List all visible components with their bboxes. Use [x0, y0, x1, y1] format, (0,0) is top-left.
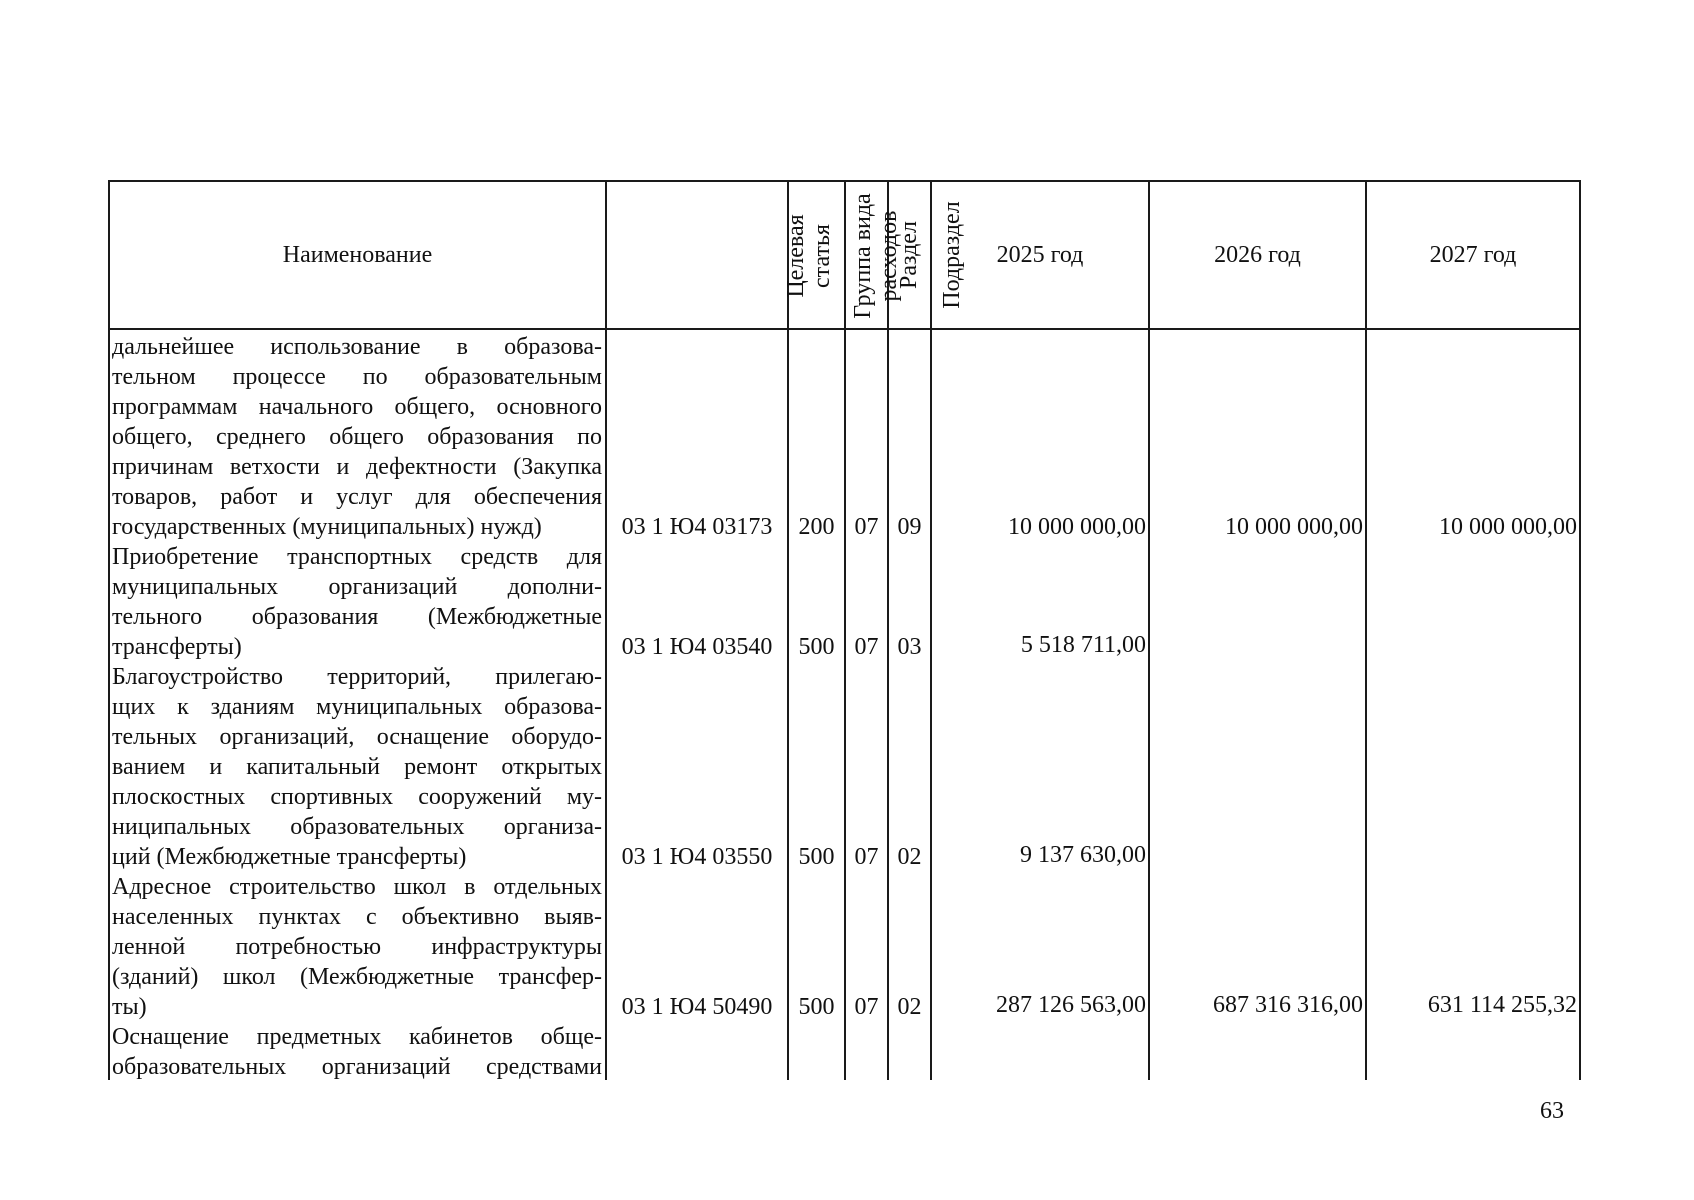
row-target: 03 1 Ю4 03550	[621, 844, 773, 870]
header-target-line-2: статья	[809, 224, 835, 288]
header-name-label: Наименование	[282, 242, 433, 268]
row-name-line: тельных организаций, оснащение оборудо-	[112, 724, 602, 750]
row-name-line: товаров, работ и услуг для обеспечения	[112, 484, 602, 510]
row-2025: 10 000 000,00	[1008, 514, 1146, 540]
row-name-line: Благоустройство территорий, прилегаю-	[112, 664, 602, 690]
row-2027: 10 000 000,00	[1439, 514, 1577, 540]
row-name-line: тельном процессе по образовательным	[112, 364, 602, 390]
row-subsection: 02	[897, 844, 922, 870]
header-section-text: Раздел	[896, 221, 922, 289]
col-border-right	[1579, 180, 1581, 1080]
row-section: 07	[854, 514, 879, 540]
header-2026-label: 2026 год	[1214, 242, 1301, 268]
row-2027: 631 114 255,32	[1427, 992, 1577, 1018]
row-name-line: ниципальных образовательных организа-	[112, 814, 602, 840]
header-2025-label: 2025 год	[996, 242, 1084, 268]
row-name-line: муниципальных организаций дополни-	[112, 574, 602, 600]
header-section-label	[896, 195, 922, 315]
col-border-group	[844, 180, 846, 1080]
header-name	[110, 182, 605, 328]
header-2025	[932, 182, 1148, 328]
row-group: 500	[798, 844, 835, 870]
header-group-line-2: расходов	[876, 210, 902, 302]
row-name-line: Адресное строительство школ в отдельных	[112, 874, 602, 900]
table-row-name	[112, 1022, 602, 1082]
header-subsection-text: Подраздел	[939, 201, 965, 309]
row-name-line: государственных (муниципальных) нужд)	[112, 514, 542, 540]
row-name-line: образовательных организаций средствами	[112, 1054, 602, 1080]
row-2025: 9 137 630,00	[1020, 842, 1146, 868]
table-row-name	[112, 662, 602, 872]
page-number: 63	[1540, 1098, 1564, 1124]
row-2026: 687 316 316,00	[1213, 992, 1363, 1018]
header-group-line-1: Группа вида	[850, 193, 876, 319]
table-row-name	[112, 332, 602, 542]
row-name-line: ций (Межбюджетные трансферты)	[112, 844, 467, 870]
header-target-label	[783, 166, 835, 346]
row-group: 200	[798, 514, 835, 540]
row-name-line: щих к зданиям муниципальных образова-	[112, 694, 602, 720]
row-name-line: плоскостных спортивных сооружений му-	[112, 784, 602, 810]
row-name-line: (зданий) школ (Межбюджетные трансфер-	[112, 964, 602, 990]
header-2027-label: 2027 год	[1429, 242, 1517, 268]
row-name-line: дальнейшее использование в образова-	[112, 334, 602, 360]
row-name-line: Оснащение предметных кабинетов обще-	[112, 1024, 602, 1050]
row-subsection: 03	[897, 634, 922, 660]
row-name-line: ванием и капитальный ремонт открытых	[112, 754, 602, 780]
row-target: 03 1 Ю4 50490	[621, 994, 773, 1020]
row-2026: 10 000 000,00	[1225, 514, 1363, 540]
row-name-line: ты)	[112, 994, 147, 1020]
row-name-line: тельного образования (Межбюджетные	[112, 604, 602, 630]
col-border-name	[605, 180, 607, 1080]
row-group: 500	[798, 634, 835, 660]
row-group: 500	[798, 994, 835, 1020]
header-2026	[1150, 182, 1365, 328]
row-section: 07	[854, 994, 879, 1020]
table-row-name	[112, 872, 602, 1022]
header-target-line-1: Целевая	[783, 214, 809, 298]
row-2025: 287 126 563,00	[996, 992, 1146, 1018]
table-row-name	[112, 542, 602, 662]
row-name-line: причинам ветхости и дефектности (Закупка	[112, 454, 602, 480]
row-name-line: ленной потребностью инфраструктуры	[112, 934, 602, 960]
row-name-line: программам начального общего, основного	[112, 394, 602, 420]
row-target: 03 1 Ю4 03540	[621, 634, 773, 660]
row-name-line: трансферты)	[112, 634, 242, 660]
row-section: 07	[854, 844, 879, 870]
row-subsection: 09	[897, 514, 922, 540]
row-2025: 5 518 711,00	[1020, 632, 1146, 658]
row-name-line: общего, среднего общего образования по	[112, 424, 602, 450]
row-name-line: Приобретение транспортных средств для	[112, 544, 602, 570]
row-target: 03 1 Ю4 03173	[621, 514, 773, 540]
row-section: 07	[854, 634, 879, 660]
header-2027	[1367, 182, 1579, 328]
row-subsection: 02	[897, 994, 922, 1020]
header-group-label	[850, 181, 902, 331]
budget-table	[108, 180, 1581, 1080]
row-name-line: населенных пунктах с объективно выяв-	[112, 904, 602, 930]
